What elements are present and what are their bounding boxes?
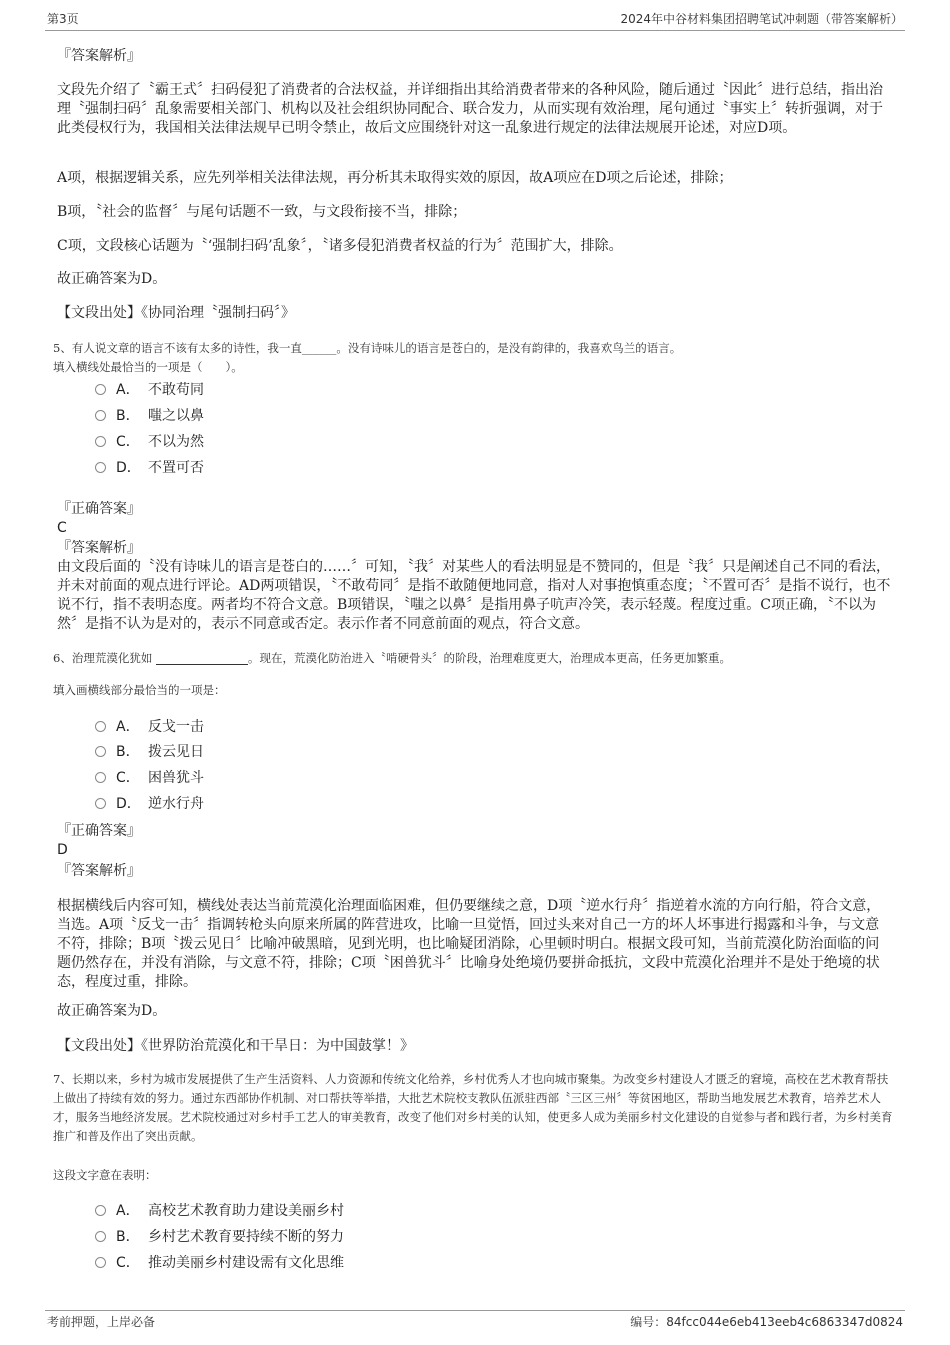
radio-icon[interactable] <box>95 462 106 473</box>
q5-analysis: 由文段后面的〝没有诗味儿的语言是苍白的……〞可知，〝我〞对某些人的看法明显是不赞同的，但是〝我〞只是阐述自己不同的看法，并未对前面的观点进行评论。AD两项错误，〝不敢苟同〞是指不敢随便地同意，指对人对事抱慎重态度；〝不置可否〞是指不说行，也不说不行，指不表明态度。两者均不符合文意。B项错误，〝嗤之以鼻〞是指用鼻子吭声冷笑，表示轻蔑。程度过重。C项正确，〝不以为然〞是指不认为是对的，表示不同意或否定。表示作者不同意前面的观点，符合文意。 <box>57 559 891 632</box>
radio-icon[interactable] <box>95 384 106 395</box>
q6-blank <box>156 652 248 665</box>
q4-conclusion: 故正确答案为D。 <box>57 271 167 287</box>
radio-icon[interactable] <box>95 1231 106 1242</box>
radio-icon[interactable] <box>95 721 106 732</box>
q6-stem: 6、治理荒漠化犹如 。现在，荒漠化防治进入〝啃硬骨头〞的阶段，治理难度更大，治理成本更高，任务更加繁重。 <box>53 651 731 665</box>
q5-option-b[interactable]: B． 嗤之以鼻 <box>95 406 204 426</box>
radio-icon[interactable] <box>95 410 106 421</box>
q6-answer-title: 『正确答案』 <box>57 823 141 839</box>
header-divider <box>45 30 905 31</box>
q4-analysis-paragraph: 文段先介绍了〝霸王式〞扫码侵犯了消费者的合法权益，并详细指出其给消费者带来的各种风险，随后通过〝因此〞进行总结，指出治理〝强制扫码〞乱象需要相关部门、机构以及社会组织协同配合、联合发力，从而实现有效治理，尾句通过〝事实上〞转折强调，对于此类侵权行为，我国相关法律法规早已明令禁止，故后文应围绕针对这一乱象进行规定的法律法规展开论述，对应D项。 <box>57 82 883 136</box>
q4-source: 【文段出处】《协同治理〝强制扫码〞》 <box>57 305 295 321</box>
page-number: 第3页 <box>47 12 79 26</box>
radio-icon[interactable] <box>95 798 106 809</box>
q4-option-b-note: B项，〝社会的监督〞与尾句话题不一致，与文段衔接不当，排除； <box>57 204 467 220</box>
q6-analysis-title: 『答案解析』 <box>57 863 141 879</box>
document-id: 编号：84fcc044e6eb413eeb4c6863347d0824 <box>630 1315 903 1329</box>
q5-stem: 5、有人说文章的语言不该有太多的诗性，我一直______。没有诗味儿的语言是苍白的，是没有韵律的，我喜欢鸟兰的语言。 <box>53 341 682 355</box>
radio-icon[interactable] <box>95 1257 106 1268</box>
radio-icon[interactable] <box>95 436 106 447</box>
q7-option-a[interactable]: A． 高校艺术教育助力建设美丽乡村 <box>95 1201 344 1221</box>
q6-answer: D <box>57 842 68 858</box>
q5-prompt: 填入横线处最恰当的一项是（ ）。 <box>53 360 243 374</box>
q6-option-b[interactable]: B． 拨云见日 <box>95 742 204 762</box>
footer-slogan: 考前押题，上岸必备 <box>47 1315 156 1329</box>
q5-answer-title: 『正确答案』 <box>57 501 141 517</box>
q4-analysis-title: 『答案解析』 <box>57 48 141 64</box>
radio-icon[interactable] <box>95 746 106 757</box>
q7-stem: 7、长期以来，乡村为城市发展提供了生产生活资料、人力资源和传统文化给养，乡村优秀人才也向城市聚集。为改变乡村建设人才匮乏的窘境，高校在艺术教育帮扶上做出了持续有效的努力。通过东西部协作机制、对口帮扶等举措，大批艺术院校支教队伍派驻西部〝三区三州〞等贫困地区，帮助当地发展艺术教育，培养艺术人才，服务当地经济发展。艺术院校通过对乡村手工艺人的审美教育，改变了他们对乡村美的认知，使更多人成为美丽乡村文化建设的自觉参与者和践行者，为乡村美育推广和普及作出了突出贡献。 <box>53 1072 893 1143</box>
footer-divider <box>45 1310 905 1311</box>
radio-icon[interactable] <box>95 1205 106 1216</box>
document-title: 2024年中谷材料集团招聘笔试冲刺题（带答案解析） <box>620 12 903 26</box>
q6-option-d[interactable]: D． 逆水行舟 <box>95 794 204 814</box>
q5-option-d[interactable]: D． 不置可否 <box>95 458 204 478</box>
q4-option-c-note: C项，文段核心话题为〝‘强制扫码’乱象〞，〝诸多侵犯消费者权益的行为〞范围扩大，排除。 <box>57 238 623 254</box>
q6-prompt: 填入画横线部分最恰当的一项是： <box>53 683 226 697</box>
q6-conclusion: 故正确答案为D。 <box>57 1003 167 1019</box>
q6-option-a[interactable]: A． 反戈一击 <box>95 717 204 737</box>
q6-option-c[interactable]: C． 困兽犹斗 <box>95 768 204 788</box>
q5-option-a[interactable]: A． 不敢苟同 <box>95 380 204 400</box>
q7-option-b[interactable]: B． 乡村艺术教育要持续不断的努力 <box>95 1227 344 1247</box>
q5-answer: C <box>57 520 67 536</box>
q7-option-c[interactable]: C． 推动美丽乡村建设需有文化思维 <box>95 1253 344 1273</box>
q6-source: 【文段出处】《世界防治荒漠化和干旱日：为中国鼓掌！》 <box>57 1038 414 1054</box>
q5-option-c[interactable]: C． 不以为然 <box>95 432 204 452</box>
q6-analysis: 根据横线后内容可知，横线处表达当前荒漠化治理面临困难，但仍要继续之意，D项〝逆水行舟〞指逆着水流的方向行船，符合文意，当选。A项〝反戈一击〞指调转枪头向原来所属的阵营进攻，比喻一旦觉悟，回过头来对自己一方的坏人坏事进行揭露和斗争，与文意不符，排除；B项〝拨云见日〞比喻冲破黑暗，见到光明，也比喻疑团消除，心里顿时明白。根据文段可知，当前荒漠化防治面临的问题仍然存在，并没有消除，与文意不符，排除；C项〝困兽犹斗〞比喻身处绝境仍要拼命抵抗，文段中荒漠化治理并不是处于绝境的状态，程度过重，排除。 <box>57 898 881 990</box>
q4-option-a-note: A项，根据逻辑关系，应先列举相关法律法规，再分析其未取得实效的原因，故A项应在D项之后论述，排除； <box>57 170 733 186</box>
q5-analysis-title: 『答案解析』 <box>57 540 141 556</box>
q7-prompt: 这段文字意在表明： <box>53 1168 157 1182</box>
radio-icon[interactable] <box>95 772 106 783</box>
